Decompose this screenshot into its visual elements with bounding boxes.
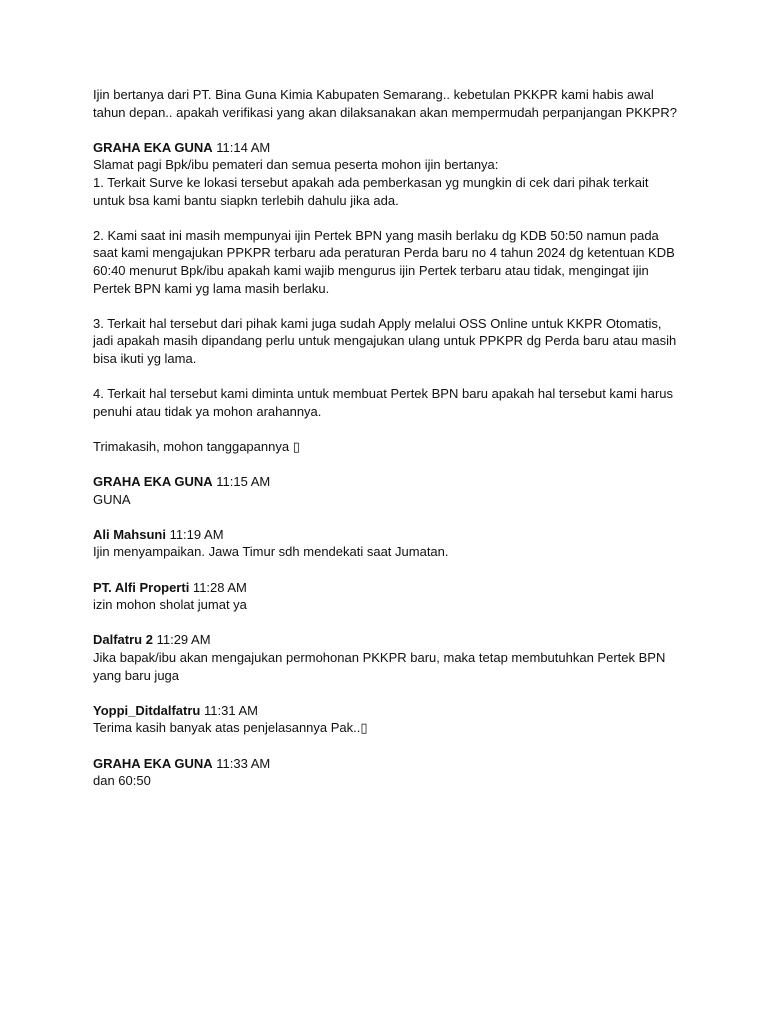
message-2 xyxy=(93,473,683,508)
message-sender: GRAHA EKA GUNA xyxy=(93,755,213,771)
message-7 xyxy=(93,755,683,790)
message-time: 11:33 AM xyxy=(212,755,271,771)
message-body: Terima kasih banyak atas penjelasannya Pak..▯ xyxy=(93,720,368,736)
message-body: izin mohon sholat jumat ya xyxy=(93,597,247,613)
message-header xyxy=(93,473,683,491)
message-header xyxy=(93,139,683,157)
message-paragraph: 2. Kami saat ini masih mempunyai ijin Pertek BPN yang masih berlaku dg KDB 50:50 namun pada saat kami mengajukan PPKPR terbaru ada peraturan Perda baru no 4 tahun 2024 dg ketentuan KDB 60:40 menurut Bpk/ibu apakah kami wajib mengurus ijin Pertek terbaru atau tidak, mengingat ijin Pertek BPN kami yg lama masih berlaku. xyxy=(93,227,679,296)
message-header xyxy=(93,579,683,597)
message-6 xyxy=(93,702,683,737)
message-body: dan 60:50 xyxy=(93,773,151,789)
message-time: 11:15 AM xyxy=(212,474,271,490)
message-body: GUNA xyxy=(93,491,131,507)
message-body: Ijin menyampaikan. Jawa Timur sdh mendekati saat Jumatan. xyxy=(93,544,449,560)
message-sender: PT. Alfi Properti xyxy=(93,579,190,595)
message-header xyxy=(93,526,683,544)
message-body: Jika bapak/ibu akan mengajukan permohonan PKKPR baru, maka tetap membutuhkan Pertek BPN yang baru juga xyxy=(93,650,669,683)
message-paragraph: 3. Terkait hal tersebut dari pihak kami juga sudah Apply melalui OSS Online untuk KKPR Otomatis, jadi apakah masih dipandang perlu untuk mengajukan ulang untuk PPKPR dg Perda baru atau masih bisa ikuti yg lama. xyxy=(93,315,680,366)
message-header xyxy=(93,702,683,720)
message-header xyxy=(93,631,683,649)
message-time: 11:19 AM xyxy=(165,526,224,542)
message-time: 11:28 AM xyxy=(189,579,247,595)
message-4 xyxy=(93,579,683,614)
message-paragraph: 4. Terkait hal tersebut kami diminta untuk membuat Pertek BPN baru apakah hal tersebut kami harus penuhi atau tidak ya mohon arahannya. xyxy=(93,386,677,419)
message-time: 11:29 AM xyxy=(152,632,211,648)
message-paragraph: Slamat pagi Bpk/ibu pemateri dan semua peserta mohon ijin bertanya: 1. Terkait Surve ke lokasi tersebut apakah ada pemberkasan yg mungkin di cek dari pihak terkait untuk bsa kami bantu siapkn terlebih dahulu jika ada. xyxy=(93,157,649,208)
message-sender: Dalfatru 2 xyxy=(93,632,153,648)
message-time: 11:31 AM xyxy=(200,702,258,718)
intro-text: Ijin bertanya dari PT. Bina Guna Kimia Kabupaten Semarang.. kebetulan PKKPR kami habis awal tahun depan.. apakah verifikasi yang akan dilaksanakan akan mempermudah perpanjangan PKKPR? xyxy=(93,87,677,120)
message-sender: GRAHA EKA GUNA xyxy=(93,139,213,155)
message-3 xyxy=(93,526,683,561)
document-page xyxy=(93,86,683,807)
message-5 xyxy=(93,631,683,684)
message-paragraph: Trimakasih, mohon tanggapannya ▯ xyxy=(93,438,300,454)
message-time: 11:14 AM xyxy=(212,139,271,155)
message-sender: Ali Mahsuni xyxy=(93,526,166,542)
intro-question xyxy=(93,86,683,121)
message-sender: Yoppi_Ditdalfatru xyxy=(93,702,201,718)
message-1 xyxy=(93,139,683,456)
message-header xyxy=(93,755,683,773)
message-sender: GRAHA EKA GUNA xyxy=(93,474,213,490)
